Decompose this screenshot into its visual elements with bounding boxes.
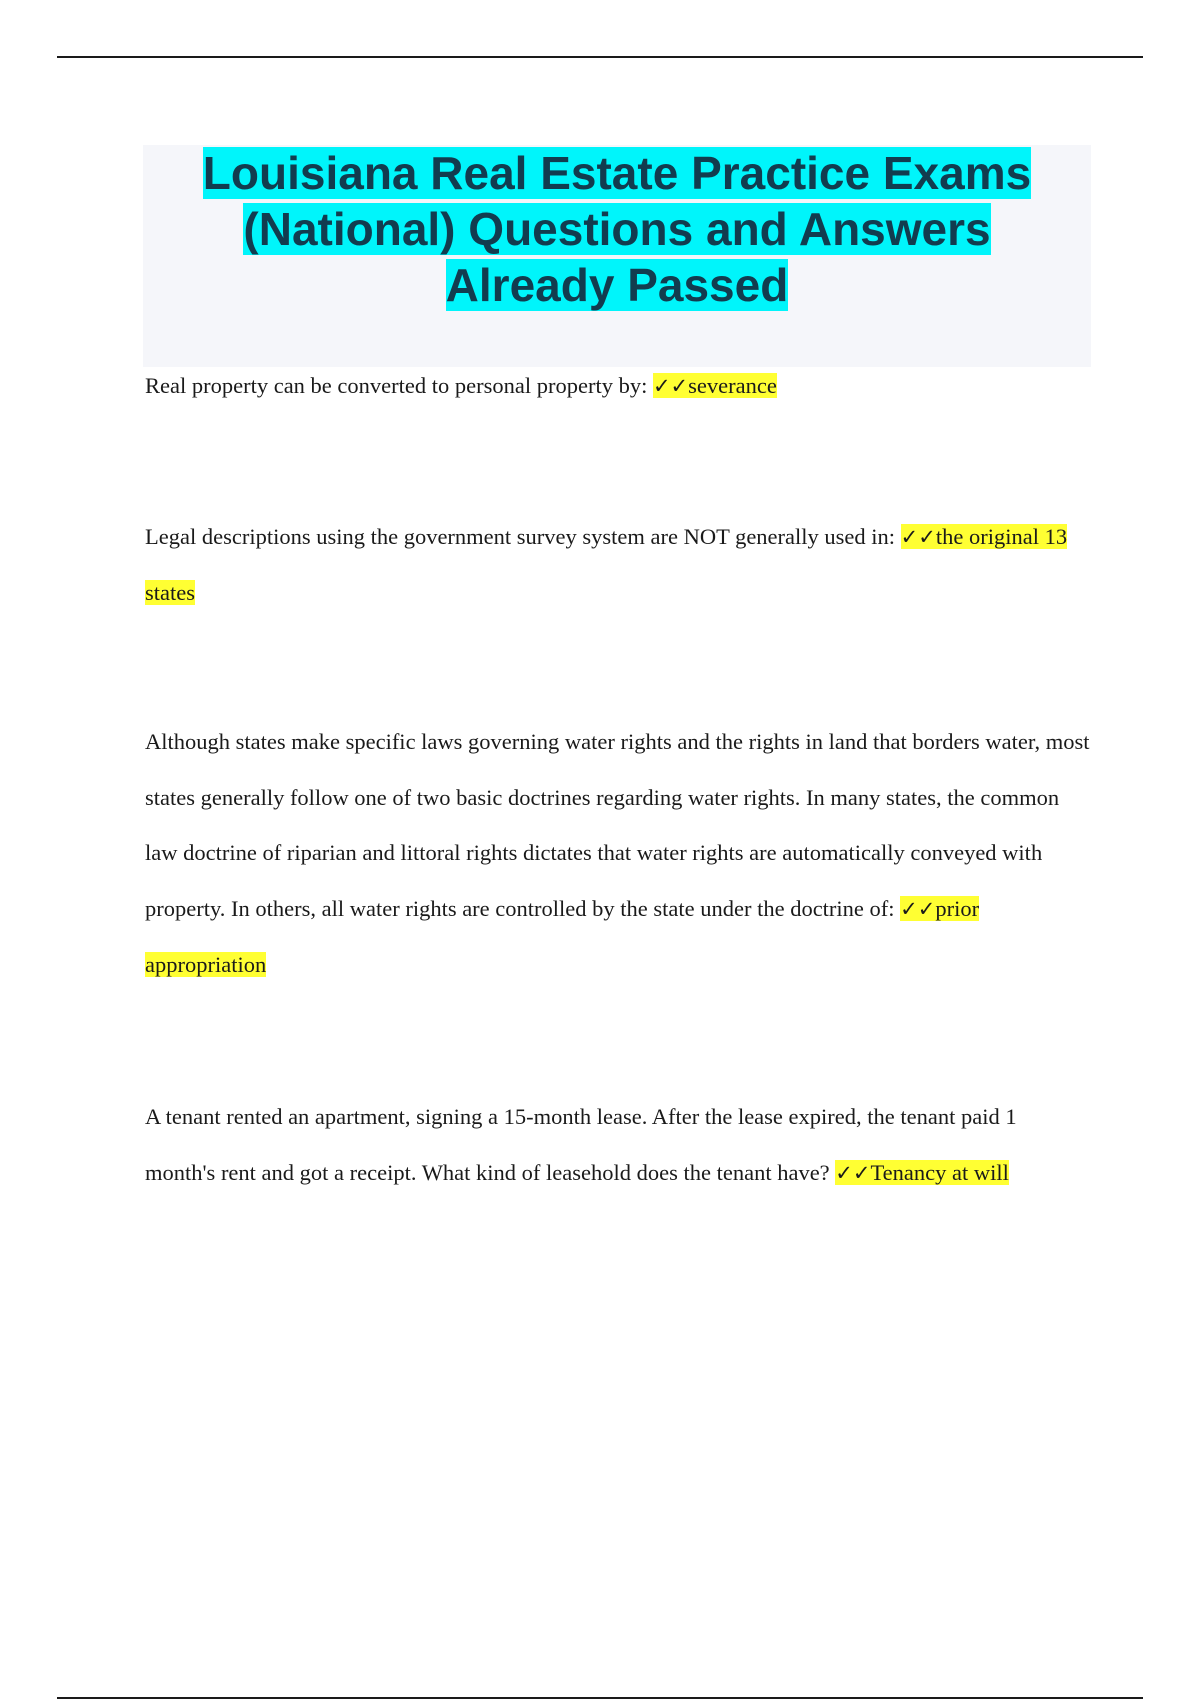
bottom-rule bbox=[57, 1697, 1143, 1699]
check-mark-icon: ✓✓ bbox=[900, 896, 936, 921]
question-4 bbox=[145, 1089, 1090, 1201]
check-mark-icon: ✓✓ bbox=[900, 525, 936, 549]
title-line-2: (National) Questions and Answers bbox=[243, 203, 991, 255]
title-line-3: Already Passed bbox=[445, 259, 789, 311]
answer-text: Tenancy at will bbox=[870, 1160, 1009, 1185]
question-text: Although states make specific laws governing water rights and the rights in land that borders water, most states generally follow one of two basic doctrines regarding water rights. In many states, the common law doctrine of riparian and littoral rights dictates that water rights are automatically conveyed with property. In others, all water rights are controlled by the state under the doctrine of: bbox=[145, 729, 1090, 921]
answer-highlight bbox=[653, 373, 777, 398]
answer-highlight bbox=[835, 1160, 1009, 1185]
answer-text: the original 13 states bbox=[145, 524, 1068, 605]
question-text: A tenant rented an apartment, signing a 15-month lease. After the lease expired, the tenant paid 1 month's rent and got a receipt. What kind of leasehold does the tenant have? bbox=[145, 1104, 1017, 1185]
document-title bbox=[143, 145, 1091, 313]
check-mark-icon: ✓✓ bbox=[652, 374, 689, 398]
question-text: Real property can be converted to personal property by: bbox=[145, 373, 653, 398]
question-2 bbox=[145, 509, 1090, 621]
question-text: Legal descriptions using the government survey system are NOT generally used in: bbox=[145, 524, 901, 549]
check-mark-icon: ✓✓ bbox=[835, 1161, 871, 1185]
title-line-1: Louisiana Real Estate Practice Exams bbox=[202, 147, 1032, 199]
answer-text: prior appropriation bbox=[145, 895, 980, 977]
question-1 bbox=[145, 358, 1090, 414]
question-3 bbox=[145, 714, 1090, 993]
top-rule bbox=[57, 56, 1143, 58]
answer-text: severance bbox=[688, 373, 777, 398]
